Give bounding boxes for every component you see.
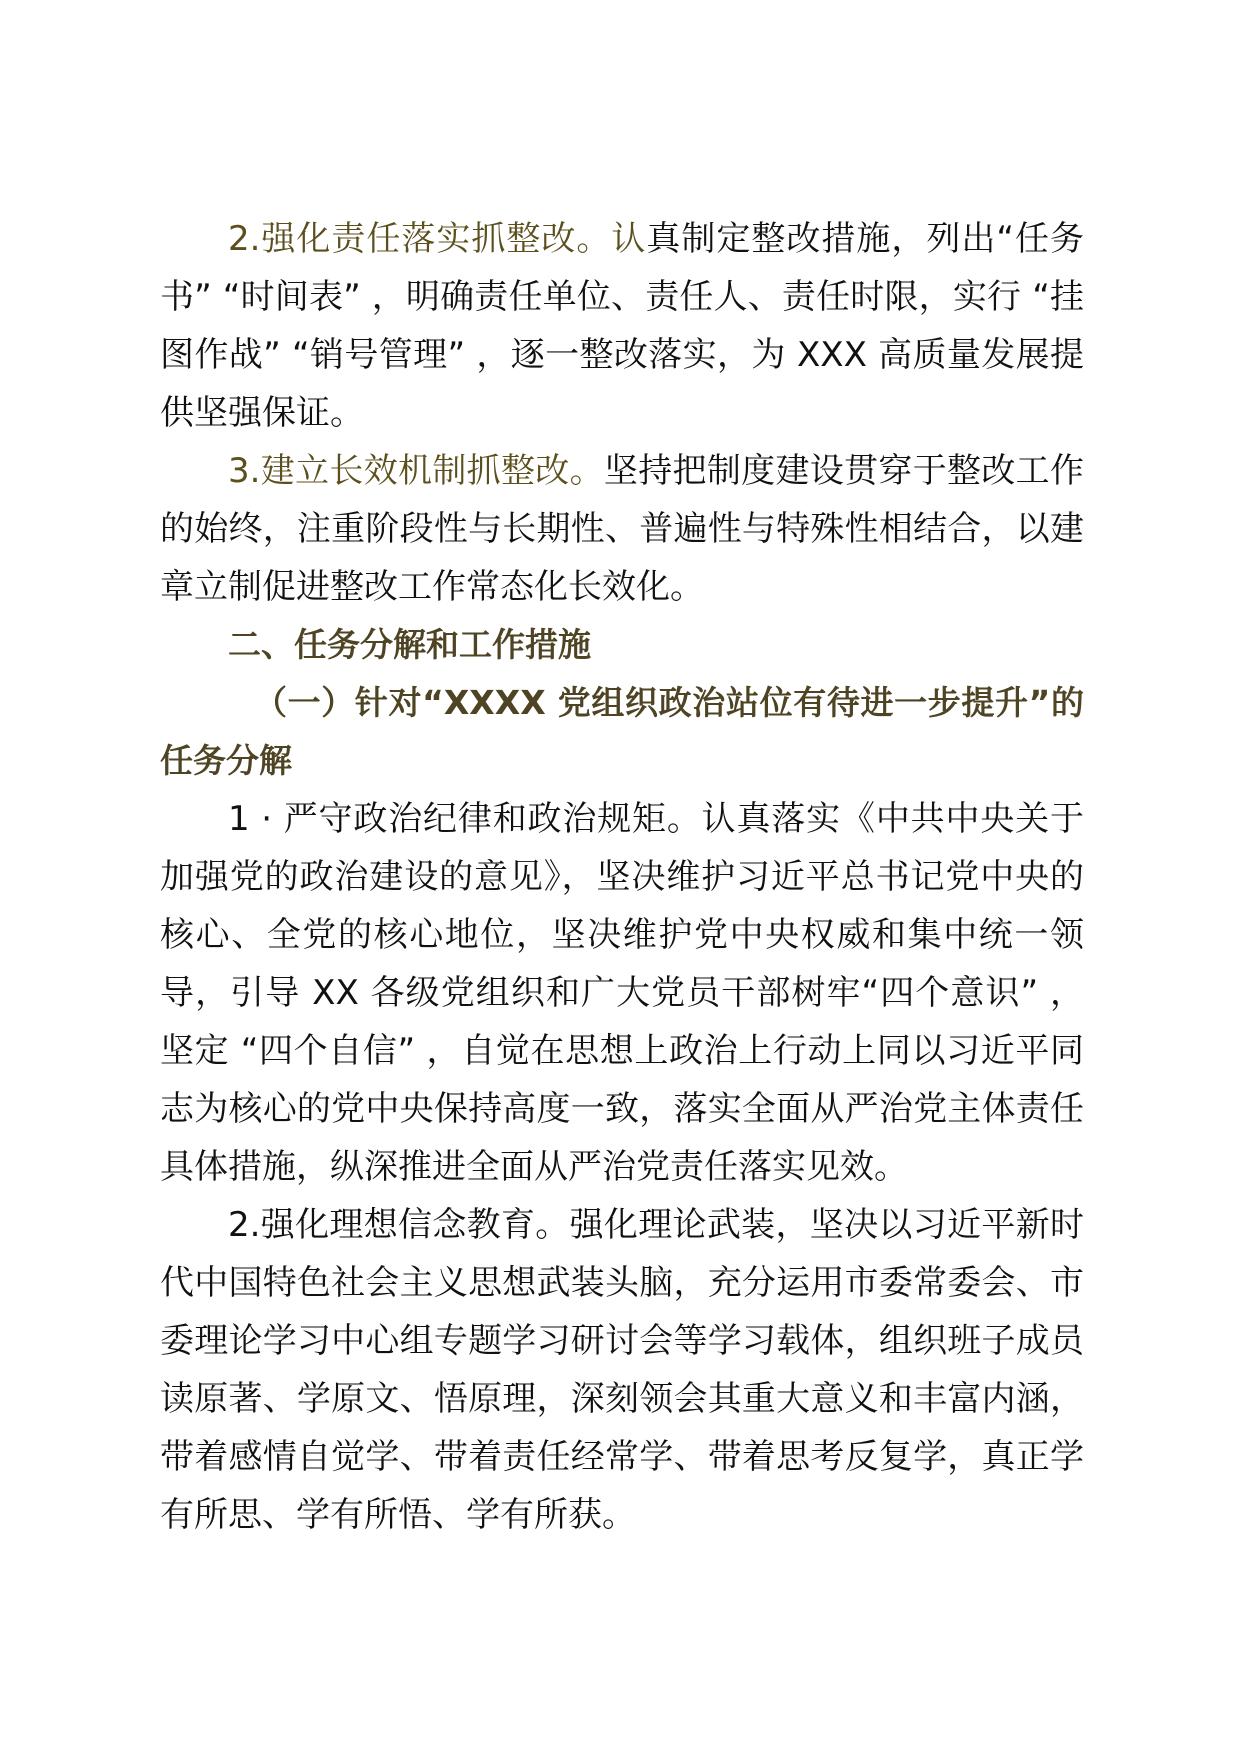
paragraph-2-heading: 2.强化责任落实抓整改。认 [228,219,647,259]
document-page [160,210,1084,1544]
subsection-heading: （一）针对“XXXX 党组织政治站位有待进一步提升”的任务分解 [160,683,1084,780]
paragraph-2 [160,210,1084,442]
item-1-paragraph: 1 · 严守政治纪律和政治规矩。认真落实《中共中央关于加强党的政治建设的意见》，坚决维护习近平总书记党中央的核心、全党的核心地位，坚决维护党中央权威和集中统一领导，引导 XX 各级党组织和广大党员干部树牢“四个意识” ，坚定 “四个自信” ，自觉在思想上政治上行动上同以习近平同志为核心的党中央保持高度一致，落实全面从严治党主体责任具体措施，纵深推进全面从严治党责任落实见效。 [160,799,1084,1187]
paragraph-3-heading: 3.建立长效机制抓整改。 [228,451,604,491]
item-2-paragraph: 2.强化理想信念教育。强化理论武装，坚决以习近平新时代中国特色社会主义思想武装头脑，充分运用市委常委会、市委理论学习中心组专题学习研讨会等学习载体，组织班子成员读原著、学原文、悟原理，深刻领会其重大意义和丰富内涵，带着感情自觉学、带着责任经常学、带着思考反复学，真正学有所思、学有所悟、学有所获。 [160,1205,1084,1535]
paragraph-3-body: 坚持把制度建设贯穿于整改工作的始终，注重阶段性与长期性、普遍性与特殊性相结合，以建章立制促进整改工作常态化长效化。 [160,451,1084,607]
paragraph-3 [160,442,1084,616]
section-heading: 二、任务分解和工作措施 [228,625,591,664]
paragraph-2-body: 真制定整改措施，列出“任务书” “时间表” ，明确责任单位、责任人、责任时限，实行 “挂图作战” “销号管理” ，逐一整改落实，为 XXX 高质量发展提供坚强保证。 [160,219,1084,433]
